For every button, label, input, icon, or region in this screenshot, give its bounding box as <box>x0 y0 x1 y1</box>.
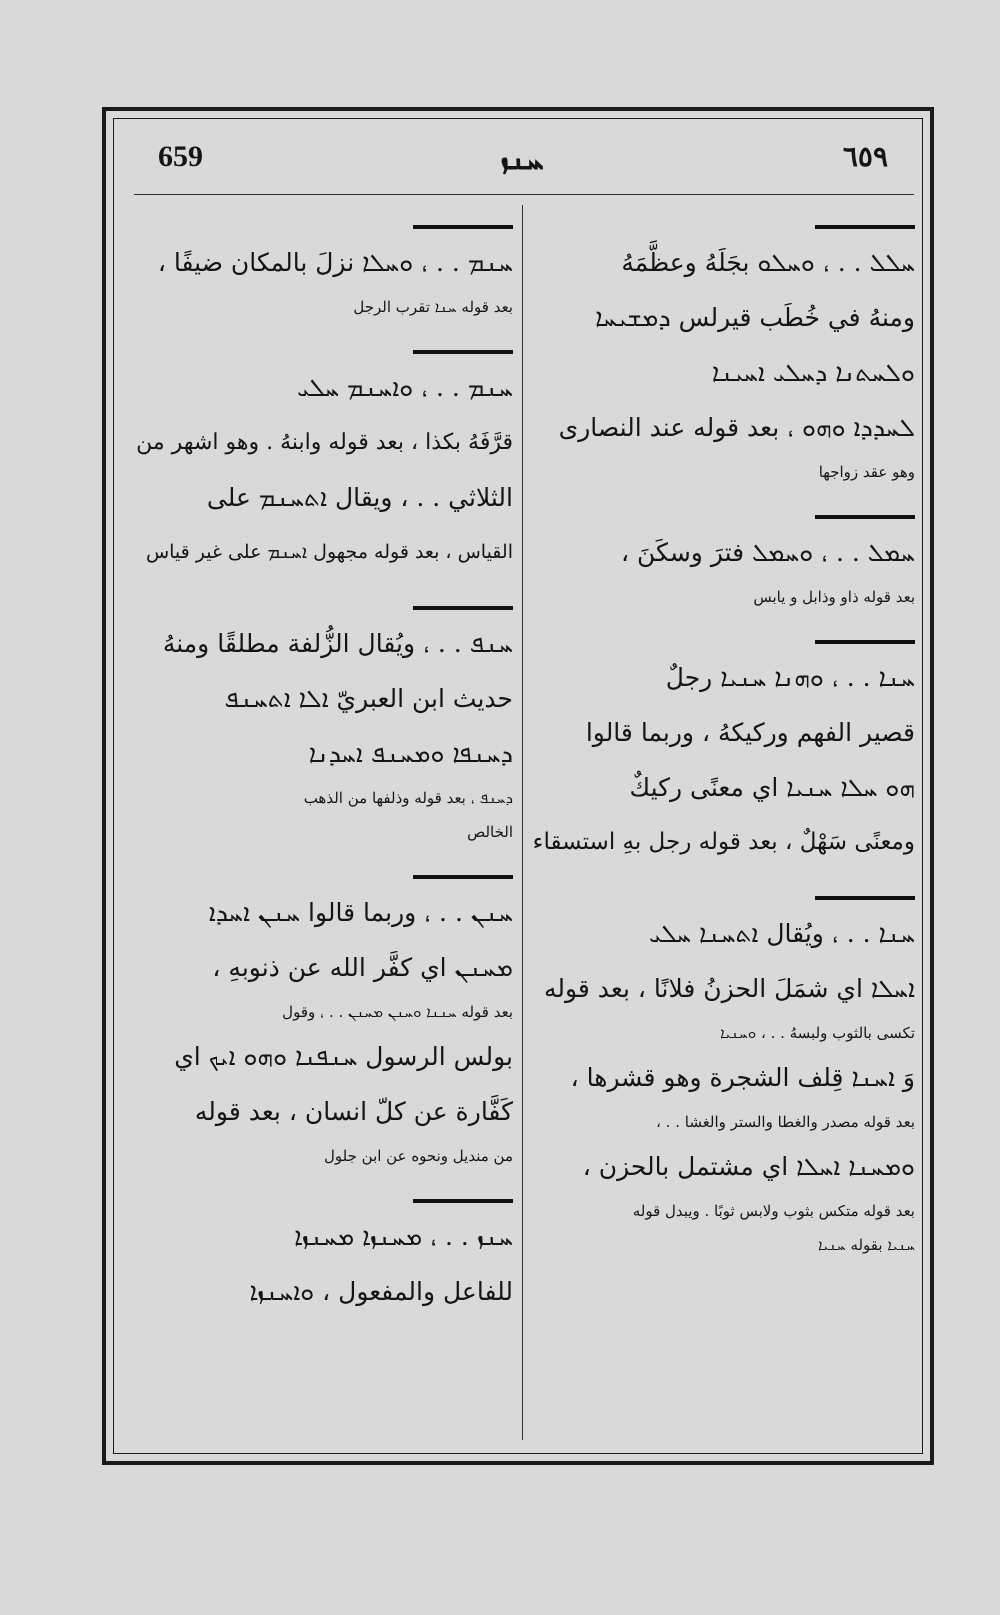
entry-headword-line: ܚܢܡ . . ، ܘܐܚܢܡ ܚܠܝ <box>297 373 513 402</box>
left-column <box>128 225 513 1345</box>
entry-text-line: بعد قوله ܚܢܢܐ ܘܚܢܢ ܡܚܢܢ . . ، وقول <box>282 1003 513 1021</box>
column-divider <box>522 205 523 1440</box>
entry-text-line: ومعنًى سَهْلٌ ، بعد قوله رجل بهِ استسقاء <box>532 829 915 855</box>
dictionary-entry <box>128 350 513 580</box>
right-column <box>530 225 915 1288</box>
entry-rule <box>413 225 513 229</box>
entry-text-line: القياس ، بعد قوله مجهول ܐܚܢܡ على غير قياس <box>145 541 513 563</box>
entry-rule <box>815 225 915 229</box>
dictionary-entry <box>128 1199 513 1319</box>
entry-headword-line: ܚܢܐ . . ، ܘܗܢܐ ܚܢܝܐ رجلٌ <box>665 663 915 692</box>
entry-text-line: قصير الفهم وركيكهُ ، وربما قالوا <box>585 718 915 747</box>
entry-text-line: ܘܡܚܢܐ ܐܚܠܐ اي مشتمل بالحزن ، <box>582 1152 915 1181</box>
entry-headword-line: ܚܢܐ . . ، ويُقال ܐܬܚܢܐ ܚܠܝ <box>648 919 915 948</box>
page-number-latin: 659 <box>158 140 203 173</box>
header-rule <box>134 194 914 195</box>
entry-text-line: من منديل ونحوه عن ابن جلول <box>324 1147 513 1165</box>
entry-text-line: ܡܚܢܢ اي كفَّر الله عن ذنوبهِ ، <box>212 953 513 982</box>
entry-rule <box>413 606 513 610</box>
entry-text-line: حديث ابن العبريّ ܐܠܐ ܐܬܚܢܦ <box>224 684 513 713</box>
entry-text-line: بعد قوله ܚܢܐ تقرب الرجل <box>353 298 513 316</box>
entry-headword-line: ܚܢܢ . . ، وربما قالوا ܚܢܢ ܐܚܕܐ <box>208 898 513 927</box>
entry-text-line: بولس الرسول ܚܢܦܢܐ ܘܗܘ ܐܝܟ اي <box>174 1042 513 1071</box>
entry-headword-line: ܚܢܡ . . ، ܘܚܠܐ نزلَ بالمكان ضيفًا ، <box>157 248 513 277</box>
entry-text-line: ܕܚܢܦ ، بعد قوله وذلفها من الذهب <box>303 789 513 807</box>
entry-headword-line: ܚܠܠ . . ، ܘܚܠܘ بجَلَهُ وعظَّمَهُ <box>621 248 915 277</box>
entry-text-line: ܕܚܢܦܐ ܘܡܚܢܦ ܐܚܕܢܐ <box>308 739 513 768</box>
entry-text-line: ܚܢܝܐ بقوله ܚܢܝܐ <box>818 1236 915 1254</box>
dictionary-entry <box>128 875 513 1173</box>
entry-rule <box>815 640 915 644</box>
dictionary-entry <box>530 515 915 614</box>
entry-rule <box>413 1199 513 1203</box>
entry-text-line: للفاعل والمفعول ، ܘܐܚܢܙܐ <box>249 1277 513 1306</box>
entry-rule <box>413 875 513 879</box>
entry-rule <box>413 350 513 354</box>
page-number-arabic: ٦٥٩ <box>842 140 888 173</box>
entry-text-line: ܠܚܕܕܐ ܘܗܘ ، بعد قوله عند النصارى <box>558 413 915 442</box>
dictionary-entry <box>128 225 513 324</box>
entry-text-line: تكسى بالثوب ولبسهُ . . ، ܘܚܢܝܐ <box>720 1024 915 1042</box>
entry-text-line: ومنهُ في خُطَب قيرلس ܕܡܫܝܚܐ <box>595 303 915 332</box>
entry-text-line: ܘܠܚܬܢܐ ܕܚܠܝ ܐܚܝܢܐ <box>711 358 915 387</box>
entry-text-line: الخالص <box>467 823 513 841</box>
entry-text-line: بعد قوله مصدر والغطا والستر والغشا . . ، <box>656 1113 915 1131</box>
entry-headword-line: ܚܡܠ . . ، ܘܚܡܠ فترَ وسكَنَ ، <box>621 538 915 567</box>
entry-text-line: كَفَّارة عن كلّ انسان ، بعد قوله <box>194 1097 513 1126</box>
entry-text-line: ܐܚܠܐ اي شمَلَ الحزنُ فلانًا ، بعد قوله <box>543 974 915 1003</box>
entry-text-line: وَ ܐܚܢܐ قِلف الشجرة وهو قشرها ، <box>570 1063 915 1092</box>
dictionary-entry <box>530 640 915 870</box>
entry-text-line: ܗܘ ܚܠܐ ܚܢܝܐ اي معنًى ركيكٌ <box>629 773 915 802</box>
entry-text-line: الثلاثي . . ، ويقال ܐܬܚܢܡ على <box>206 483 513 512</box>
entry-text-line: قرَّفَهُ بكذا ، بعد قوله وابنهُ . وهو اشهر من <box>136 430 513 455</box>
running-head: ܚܢܙ <box>500 142 544 177</box>
entry-rule <box>815 515 915 519</box>
entry-headword-line: ܚܢܙ . . ، ܡܚܢܙܐ ܡܚܢܙܐ <box>294 1222 513 1251</box>
entry-text-line: بعد قوله ذاو وذابل و يابس <box>753 588 915 606</box>
entry-text-line: بعد قوله متكس بثوب ولابس ثوبًا . ويبدل قوله <box>632 1202 915 1220</box>
entry-text-line: وهو عقد زواجها <box>818 463 915 481</box>
dictionary-entry <box>530 896 915 1262</box>
entry-headword-line: ܚܢܦ . . ، ويُقال الزُّلفة مطلقًا ومنهُ <box>162 629 513 658</box>
entry-rule <box>815 896 915 900</box>
page-header <box>132 140 912 195</box>
dictionary-entry <box>128 606 513 849</box>
dictionary-entry <box>530 225 915 489</box>
